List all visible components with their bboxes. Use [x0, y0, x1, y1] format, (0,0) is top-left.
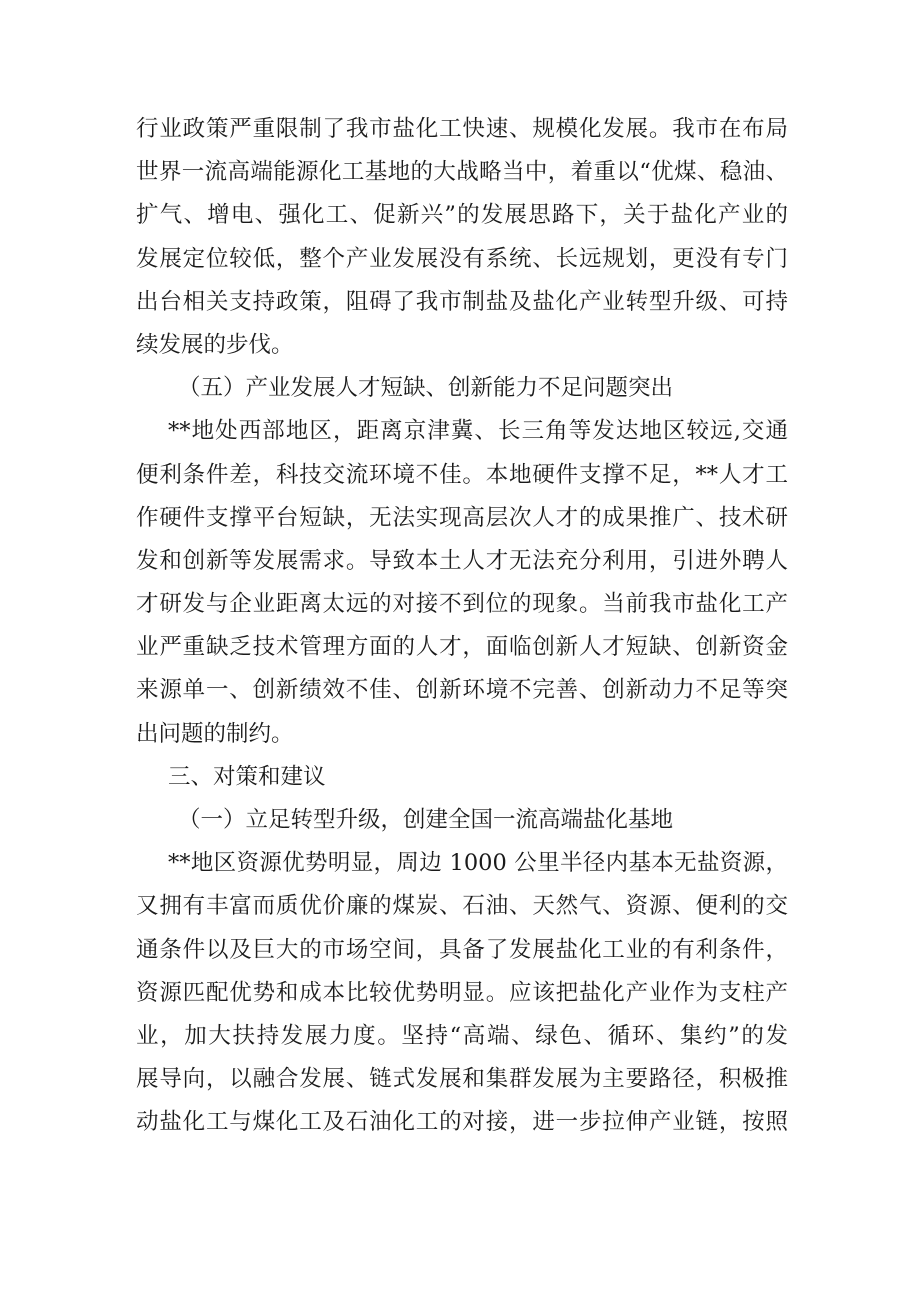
text-line: 行业政策严重限制了我市盐化工快速、规模化发展。我市在布局 — [136, 116, 788, 142]
text-line: 扩气、增电、强化工、促新兴”的发展思路下，关于盐化产业的 — [136, 202, 788, 229]
paragraph-resource-advantage — [136, 842, 788, 1144]
text-line: 才研发与企业距离太远的对接不到位的现象。当前我市盐化工产 — [136, 591, 788, 618]
text-line: 动盐化工与煤化工及石油化工的对接，进一步拉伸产业链，按照 — [136, 1109, 788, 1136]
text-line: 世界一流高端能源化工基地的大战略当中，着重以“优煤、稳油、 — [136, 159, 788, 186]
text-line: 资源匹配优势和成本比较优势明显。应该把盐化产业作为支柱产 — [136, 979, 788, 1006]
paragraph-policy-limits — [136, 108, 788, 367]
text-line: 业严重缺乏技术管理方面的人才，面临创新人才短缺、创新资金 — [136, 634, 788, 661]
text-line: 通条件以及巨大的市场空间，具备了发展盐化工业的有利条件， — [136, 936, 788, 963]
text-line: 便利条件差，科技交流环境不佳。本地硬件支撑不足，**人才工 — [136, 461, 788, 488]
text-line: 出台相关支持政策，阻碍了我市制盐及盐化产业转型升级、可持 — [136, 288, 788, 315]
text-line: 出问题的制约。 — [136, 720, 294, 747]
subheading-talent-shortage: （五）产业发展人才短缺、创新能力不足问题突出 — [178, 375, 674, 402]
text-line: 续发展的步伐。 — [136, 331, 294, 358]
subheading-transformation-upgrade: （一）立足转型升级，创建全国一流高端盐化基地 — [178, 807, 674, 833]
paragraph-talent-shortage — [136, 410, 788, 756]
text-line: 作硬件支撑平台短缺，无法实现高层次人才的成果推广、技术研 — [136, 504, 788, 531]
text-line: 发和创新等发展需求。导致本土人才无法充分利用，引进外聘人 — [136, 547, 788, 574]
text-line: 发展定位较低，整个产业发展没有系统、长远规划，更没有专门 — [136, 245, 788, 272]
text-line: **地处西部地区，距离京津冀、长三角等发达地区较远,交通 — [168, 418, 788, 445]
text-line: **地区资源优势明显，周边 1000 公里半径内基本无盐资源， — [168, 850, 788, 877]
text-line: 业，加大扶持发展力度。坚持“高端、绿色、循环、集约”的发 — [136, 1022, 788, 1049]
text-line: 展导向，以融合发展、链式发展和集群发展为主要路径，积极推 — [136, 1066, 788, 1093]
text-line: 又拥有丰富而质优价廉的煤炭、石油、天然气、资源、便利的交 — [136, 893, 788, 920]
document-body — [136, 108, 788, 1145]
section-heading-countermeasures: 三、对策和建议 — [168, 763, 326, 790]
text-line: 来源单一、创新绩效不佳、创新环境不完善、创新动力不足等突 — [136, 677, 788, 704]
